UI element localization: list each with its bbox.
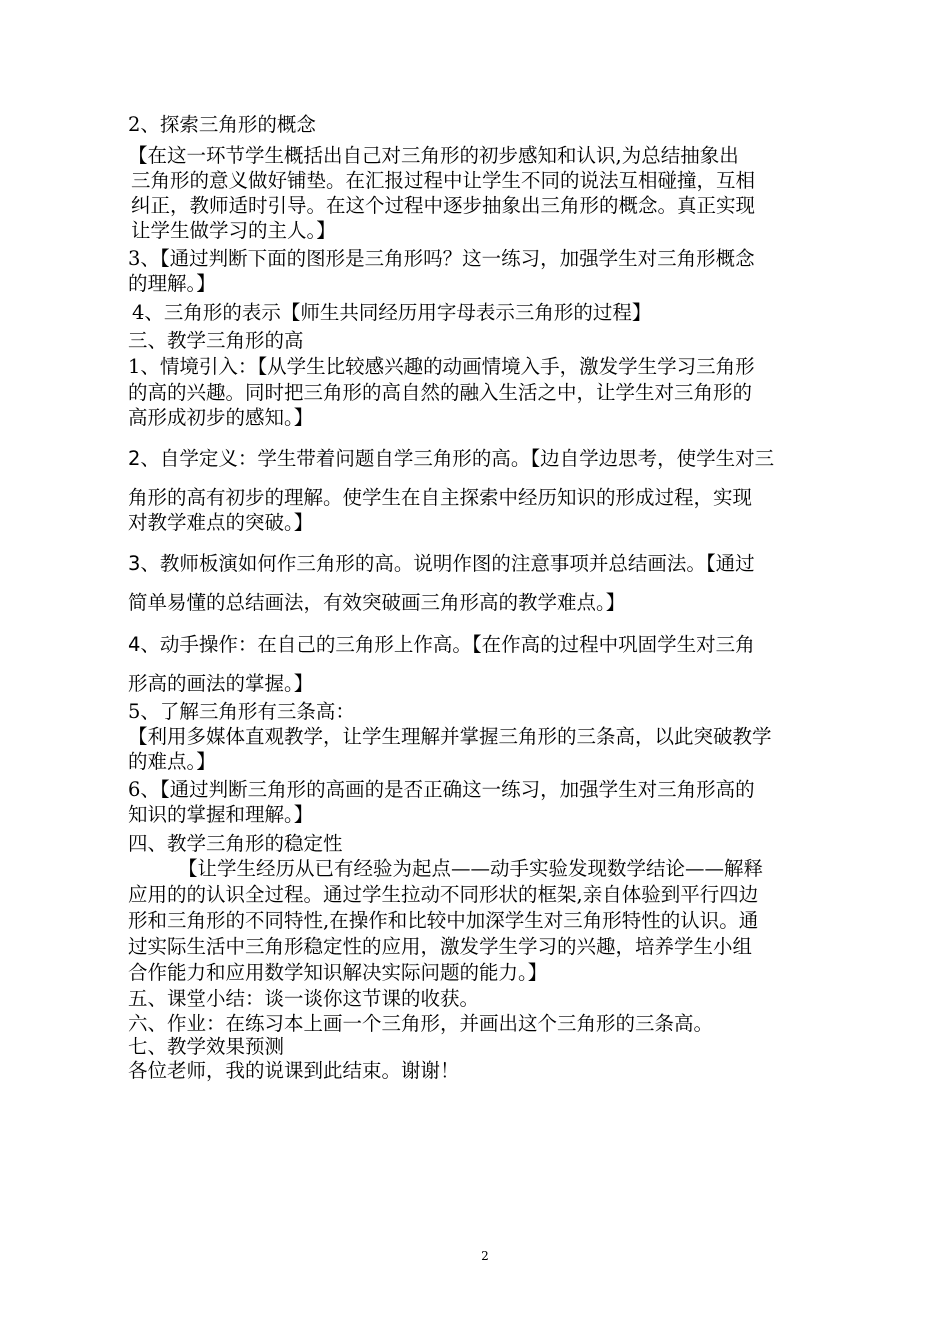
paragraph-line: 三角形的意义做好铺垫。在汇报过程中让学生不同的说法互相碰撞，互相 xyxy=(131,169,756,192)
paragraph-line: 1、情境引入：【从学生比较感兴趣的动画情境入手，激发学生学习三角形 xyxy=(128,355,755,378)
paragraph-line: 形和三角形的不同特性,在操作和比较中加深学生对三角形特性的认识。通 xyxy=(128,909,759,932)
paragraph-line: 6、【通过判断三角形的高画的是否正确这一练习，加强学生对三角形高的 xyxy=(128,778,755,801)
paragraph-line: 让学生做学习的主人。】 xyxy=(131,219,336,242)
paragraph-line: 高形成初步的感知。】 xyxy=(128,406,314,429)
paragraph-line: 【利用多媒体直观教学，让学生理解并掌握三角形的三条高，以此突破教学 xyxy=(128,725,772,748)
paragraph-line: 2、自学定义：学生带着问题自学三角形的高。【边自学边思考，使学生对三 xyxy=(128,447,775,470)
paragraph-line: 简单易懂的总结画法，有效突破画三角形高的教学难点。】 xyxy=(128,591,626,614)
page-number: 2 xyxy=(481,1249,489,1263)
paragraph-line: 过实际生活中三角形稳定性的应用，激发学生学习的兴趣，培养学生小组 xyxy=(128,935,753,958)
paragraph-line: 4、动手操作：在自己的三角形上作高。【在作高的过程中巩固学生对三角 xyxy=(128,633,755,656)
paragraph-line: 知识的掌握和理解。】 xyxy=(128,803,314,826)
paragraph-line: 形高的画法的掌握。】 xyxy=(128,672,314,695)
closing-line: 各位老师，我的说课到此结束。谢谢！ xyxy=(128,1059,460,1082)
section-heading: 四、教学三角形的稳定性 xyxy=(128,832,343,855)
section-heading: 七、教学效果预测 xyxy=(128,1035,285,1058)
paragraph-line: 的理解。】 xyxy=(128,272,216,295)
paragraph-line: 应用的的认识全过程。通过学生拉动不同形状的框架,亲自体验到平行四边 xyxy=(128,883,759,906)
paragraph-line: 角形的高有初步的理解。使学生在自主探索中经历知识的形成过程，实现 xyxy=(128,486,753,509)
paragraph-line: 【让学生经历从已有经验为起点——动手实验发现数学结论——解释 xyxy=(178,857,764,880)
paragraph-line: 3、教师板演如何作三角形的高。说明作图的注意事项并总结画法。【通过 xyxy=(128,552,755,575)
section-heading: 五、课堂小结：谈一谈你这节课的收获。 xyxy=(128,987,480,1010)
paragraph-line: 3、【通过判断下面的图形是三角形吗？这一练习，加强学生对三角形概念 xyxy=(128,247,755,270)
paragraph-line: 的难点。】 xyxy=(128,750,216,773)
paragraph-line: 【在这一环节学生概括出自己对三角形的初步感知和认识,为总结抽象出 xyxy=(128,144,739,167)
paragraph-line: 合作能力和应用数学知识解决实际问题的能力。】 xyxy=(128,961,548,984)
paragraph-line: 5、了解三角形有三条高： xyxy=(128,700,355,723)
paragraph-line: 对教学难点的突破。】 xyxy=(128,511,314,534)
section-heading: 2、探索三角形的概念 xyxy=(128,113,316,136)
section-heading: 六、作业：在练习本上画一个三角形，并画出这个三角形的三条高。 xyxy=(128,1012,714,1035)
section-heading: 三、教学三角形的高 xyxy=(128,329,304,352)
paragraph-line: 纠正，教师适时引导。在这个过程中逐步抽象出三角形的概念。真正实现 xyxy=(131,194,756,217)
paragraph-line: 4、三角形的表示【师生共同经历用字母表示三角形的过程】 xyxy=(132,301,652,324)
paragraph-line: 的高的兴趣。同时把三角形的高自然的融入生活之中，让学生对三角形的 xyxy=(128,381,753,404)
